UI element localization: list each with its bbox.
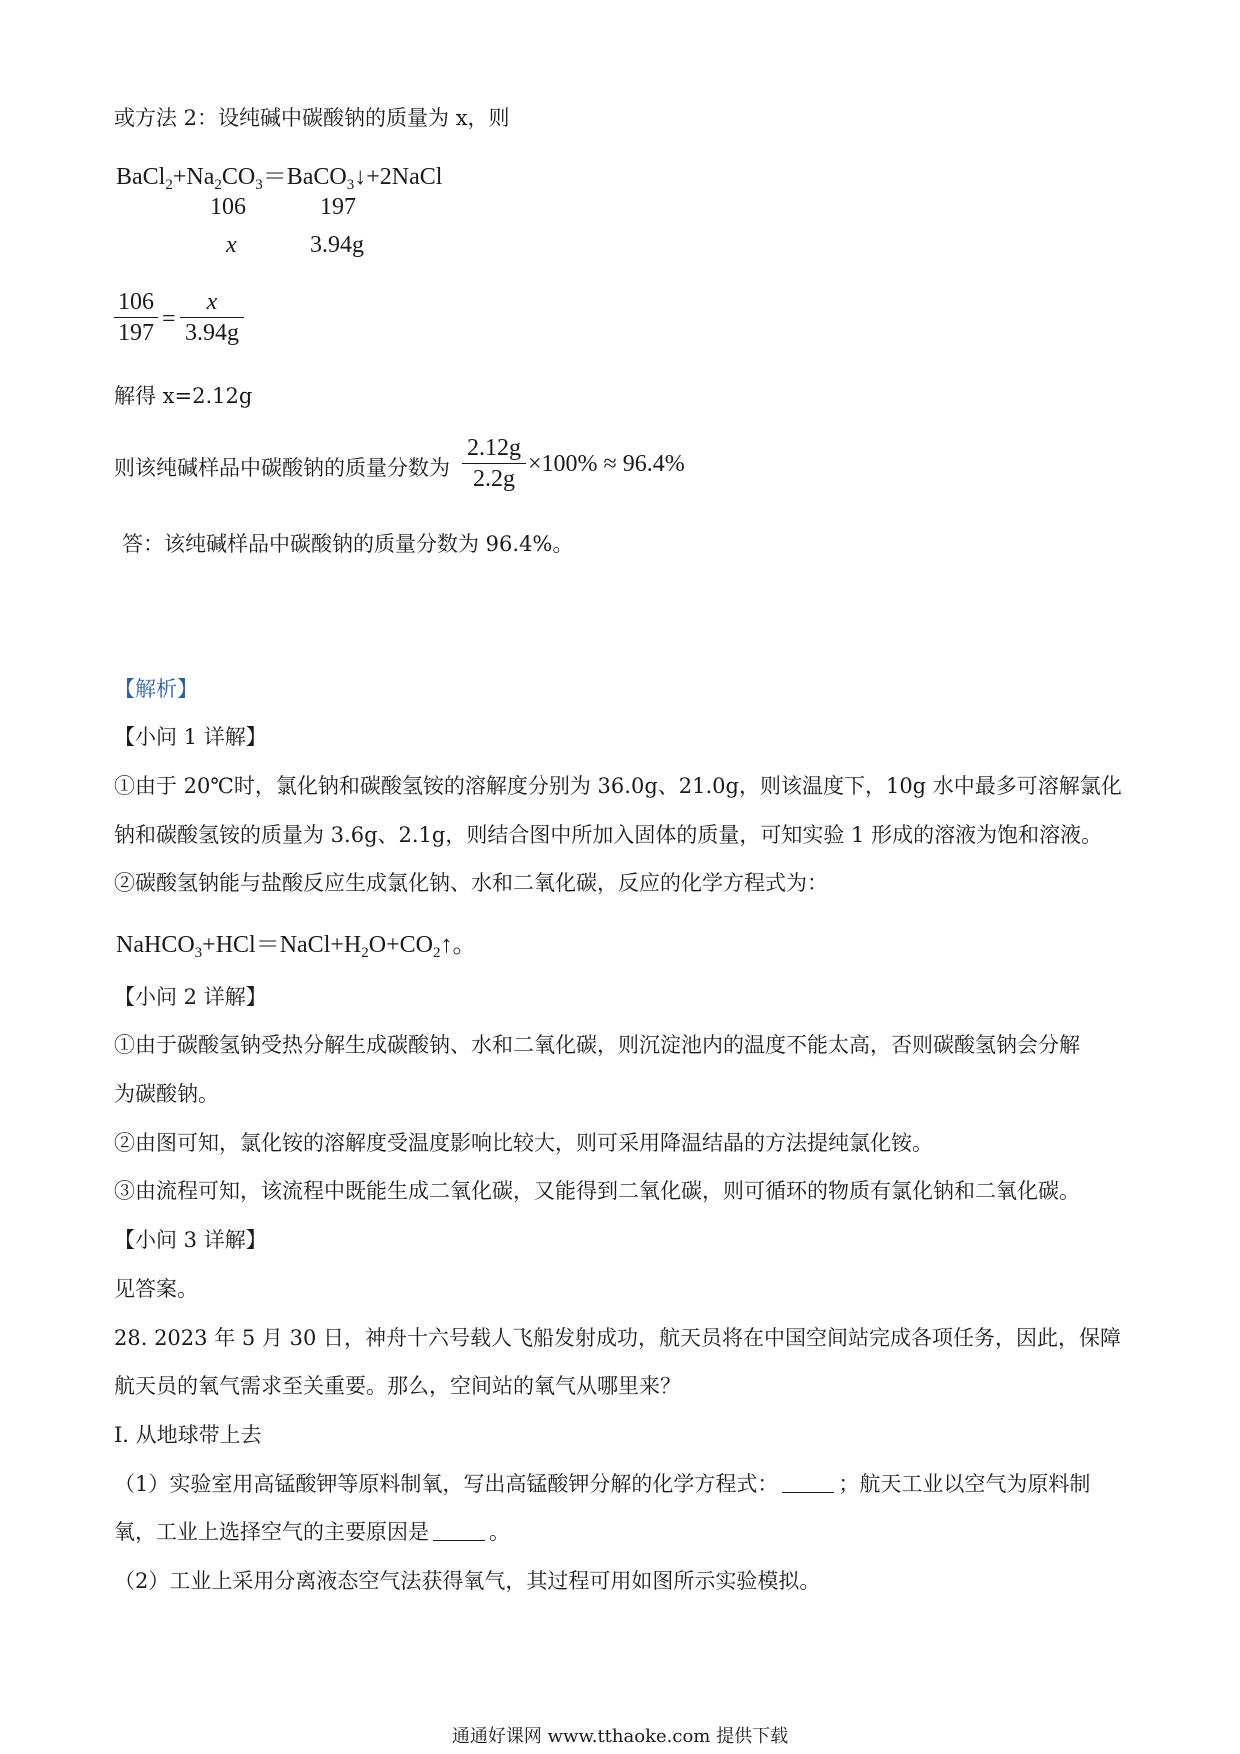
answer-blank bbox=[433, 1520, 485, 1541]
chemical-equation-bacl2: $BaCl_2+Na_2CO_3=BaCO_3↓+2NaCl$ bbox=[116, 164, 443, 193]
q1-title: 【小问 1 详解】 bbox=[114, 725, 267, 749]
q28-part-2: （2）工业上采用分离液态空气法获得氧气，其过程可用如图所示实验模拟。 bbox=[114, 1569, 821, 1593]
chemical-equation-nahco3: $NaHCO_3+HCl=NaCl+H_2O+CO_2↑$。 bbox=[116, 932, 477, 961]
q1-line-1: ①由于 20℃时，氯化钠和碳酸氢铵的溶解度分别为 36.0g、21.0g，则该温度下，10g 水中最多可溶解氯化 bbox=[114, 774, 1122, 798]
q3-line-1: 见答案。 bbox=[114, 1277, 198, 1301]
q28-part-1-line-1: （1）实验室用高锰酸钾等原料制氧，写出高锰酸钾分解的化学方程式： ；航天工业以空气为原料制 bbox=[114, 1472, 1091, 1496]
q1-line-3: ②碳酸氢钠能与盐酸反应生成氯化钠、水和二氧化碳，反应的化学方程式为： bbox=[114, 871, 828, 895]
mass-fraction: 2.12g 2.2g bbox=[462, 433, 526, 494]
mass-baco3: 197 bbox=[320, 194, 356, 220]
answer-blank bbox=[782, 1472, 834, 1493]
q2-line-2: 为碳酸钠。 bbox=[114, 1082, 219, 1106]
q2-line-1: ①由于碳酸氢钠受热分解生成碳酸钠、水和二氧化碳，则沉淀池内的温度不能太高，否则碳酸氢钠会分解 bbox=[114, 1033, 1080, 1057]
fraction-prefix: 则该纯碱样品中碳酸钠的质量分数为 bbox=[114, 456, 450, 480]
given-mass: 3.94g bbox=[310, 232, 364, 258]
method2-intro: 或方法 2：设纯碱中碳酸钠的质量为 x，则 bbox=[114, 106, 510, 130]
solve-line: 解得 x=2.12g bbox=[114, 384, 253, 408]
ratio-equals: = bbox=[162, 306, 176, 332]
q28-line-1: 28. 2023 年 5 月 30 日，神舟十六号载人飞船发射成功，航天员将在中国空间站完成各项任务，因此，保障 bbox=[114, 1326, 1121, 1350]
q28-section-1: I. 从地球带上去 bbox=[114, 1423, 262, 1447]
q2-line-4: ③由流程可知，该流程中既能生成二氧化碳，又能得到二氧化碳，则可循环的物质有氯化钠和二氧化碳。 bbox=[114, 1179, 1080, 1203]
q3-title: 【小问 3 详解】 bbox=[114, 1228, 267, 1252]
unknown-x: x bbox=[226, 232, 237, 258]
page-footer: 通通好课网 www.tthaoke.com 提供下载 bbox=[451, 1726, 789, 1747]
q28-line-2: 航天员的氧气需求至关重要。那么，空间站的氧气从哪里来？ bbox=[114, 1374, 681, 1398]
fraction-suffix: ×100% ≈ 96.4% bbox=[528, 451, 685, 477]
q2-title: 【小问 2 详解】 bbox=[114, 985, 267, 1009]
q2-line-3: ②由图可知，氯化铵的溶解度受温度影响比较大，则可采用降温结晶的方法提纯氯化铵。 bbox=[114, 1131, 933, 1155]
ratio-right-fraction: x 3.94g bbox=[180, 287, 244, 348]
ratio-left-fraction: 106 197 bbox=[114, 287, 158, 348]
q1-line-2: 钠和碳酸氢铵的质量为 3.6g、2.1g，则结合图中所加入固体的质量，可知实验 1 形成的溶液为饱和溶液。 bbox=[114, 823, 1103, 847]
q28-part-1-line-2: 氧，工业上选择空气的主要原因是 。 bbox=[114, 1520, 510, 1544]
mass-na2co3: 106 bbox=[210, 194, 246, 220]
analysis-label: 【解析】 bbox=[114, 677, 198, 701]
answer-line: 答：该纯碱样品中碳酸钠的质量分数为 96.4%。 bbox=[122, 532, 574, 556]
